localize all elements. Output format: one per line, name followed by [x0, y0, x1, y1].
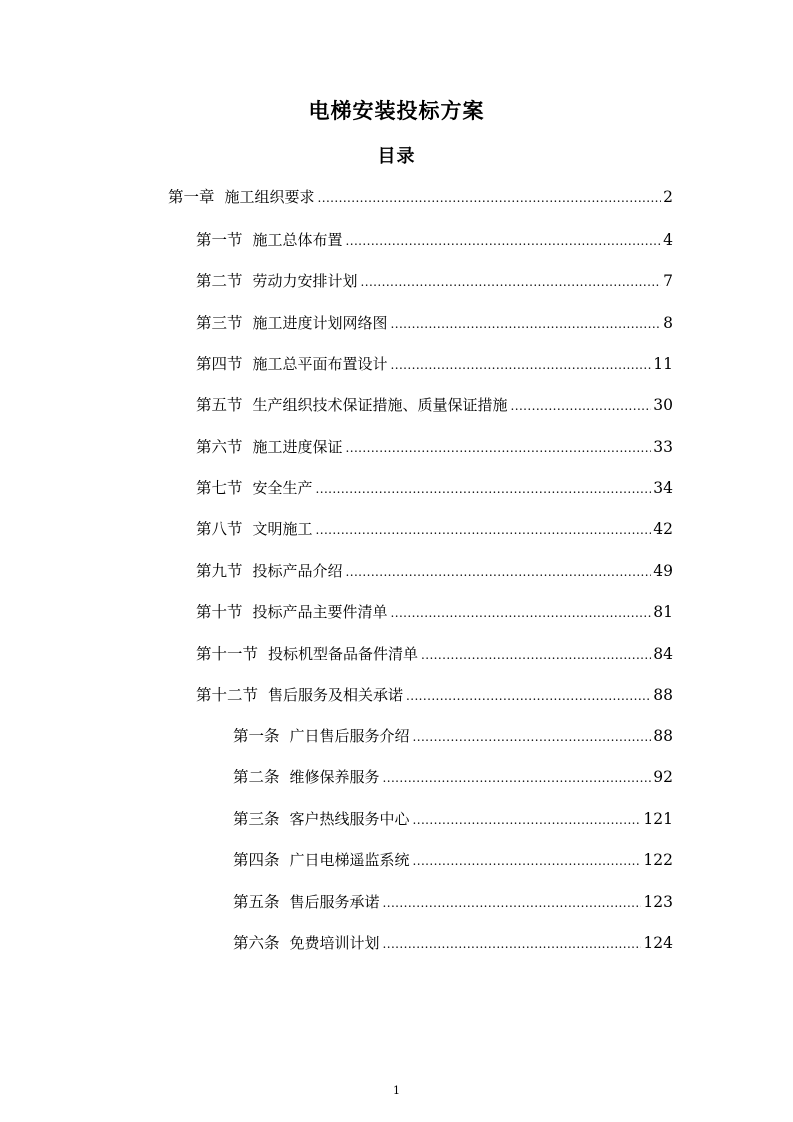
entry-page-number: 121 [643, 810, 673, 828]
dot-leader [318, 186, 662, 210]
entry-number: 第四节 [196, 355, 243, 373]
entry-title: 安全生产 [252, 479, 313, 497]
entry-page-number: 42 [653, 520, 673, 538]
toc-entry-article-6[interactable] [233, 931, 673, 955]
entry-title: 广日售后服务介绍 [289, 727, 410, 745]
entry-number: 第六条 [233, 934, 280, 952]
toc-entry-article-1[interactable] [233, 724, 673, 748]
entry-page-number: 4 [663, 231, 673, 249]
entry-title: 生产组织技术保证措施、质量保证措施 [252, 396, 508, 414]
dot-leader [413, 725, 652, 749]
toc-heading: 目录 [377, 146, 416, 167]
entry-title: 施工组织要求 [224, 188, 315, 206]
entry-title: 文明施工 [252, 520, 313, 538]
entry-title: 客户热线服务中心 [289, 810, 410, 828]
toc-entry-section-1[interactable] [196, 228, 673, 252]
entry-page-number: 33 [653, 438, 673, 456]
entry-page-number: 49 [653, 562, 673, 580]
dot-leader [383, 891, 642, 915]
entry-title: 广日电梯遥监系统 [289, 851, 410, 869]
entry-number: 第十二节 [196, 686, 259, 704]
entry-page-number: 122 [643, 851, 673, 869]
entry-number: 第一节 [196, 231, 243, 249]
entry-title: 维修保养服务 [289, 768, 380, 786]
toc-entry-section-10[interactable] [196, 600, 673, 624]
entry-number: 第一章 [168, 188, 215, 206]
dot-leader [421, 643, 651, 667]
entry-number: 第五节 [196, 396, 243, 414]
entry-page-number: 81 [653, 603, 673, 621]
entry-number: 第一条 [233, 727, 280, 745]
toc-entry-article-4[interactable] [233, 848, 673, 872]
entry-title: 售后服务承诺 [289, 893, 380, 911]
toc-entry-article-2[interactable] [233, 765, 673, 789]
entry-page-number: 30 [653, 396, 673, 414]
toc-entry-section-3[interactable] [196, 311, 673, 335]
toc-entry-section-7[interactable] [196, 476, 673, 500]
toc-entry-section-9[interactable] [196, 559, 673, 583]
entry-title: 劳动力安排计划 [252, 272, 358, 290]
toc-entry-section-6[interactable] [196, 435, 673, 459]
entry-number: 第六节 [196, 438, 243, 456]
entry-page-number: 7 [663, 272, 673, 290]
entry-title: 投标产品主要件清单 [252, 603, 388, 621]
dot-leader [383, 766, 652, 790]
entry-page-number: 34 [653, 479, 673, 497]
entry-title: 施工总体布置 [252, 231, 343, 249]
toc-entry-article-5[interactable] [233, 890, 673, 914]
page-number: 1 [393, 1084, 400, 1097]
entry-page-number: 88 [653, 727, 673, 745]
entry-number: 第四条 [233, 851, 280, 869]
entry-title: 售后服务及相关承诺 [268, 686, 404, 704]
toc-entry-section-4[interactable] [196, 352, 673, 376]
dot-leader [391, 601, 652, 625]
entry-number: 第八节 [196, 520, 243, 538]
toc-entry-chapter-1[interactable] [168, 185, 673, 209]
entry-title: 投标机型备品备件清单 [268, 645, 419, 663]
dot-leader [413, 808, 642, 832]
dot-leader [346, 229, 662, 253]
entry-number: 第二节 [196, 272, 243, 290]
entry-title: 施工进度保证 [252, 438, 343, 456]
toc-entry-section-12[interactable] [196, 683, 673, 707]
entry-number: 第三节 [196, 314, 243, 332]
entry-page-number: 88 [653, 686, 673, 704]
toc-entry-section-5[interactable] [196, 393, 673, 417]
dot-leader [511, 394, 652, 418]
entry-number: 第七节 [196, 479, 243, 497]
toc-entry-section-2[interactable] [196, 269, 673, 293]
entry-number: 第二条 [233, 768, 280, 786]
dot-leader [383, 932, 642, 956]
toc-entry-article-3[interactable] [233, 807, 673, 831]
dot-leader [391, 353, 652, 377]
dot-leader [413, 849, 642, 873]
document-title: 电梯安装投标方案 [308, 99, 485, 123]
entry-page-number: 92 [653, 768, 673, 786]
dot-leader [346, 560, 652, 584]
dot-leader [316, 518, 652, 542]
dot-leader [346, 436, 652, 460]
entry-page-number: 123 [643, 893, 673, 911]
entry-title: 施工总平面布置设计 [252, 355, 388, 373]
entry-number: 第五条 [233, 893, 280, 911]
entry-number: 第十节 [196, 603, 243, 621]
entry-number: 第九节 [196, 562, 243, 580]
entry-number: 第十一节 [196, 645, 259, 663]
entry-title: 免费培训计划 [289, 934, 380, 952]
entry-page-number: 84 [653, 645, 673, 663]
dot-leader [406, 684, 651, 708]
dot-leader [391, 312, 662, 336]
entry-page-number: 124 [643, 934, 673, 952]
entry-title: 施工进度计划网络图 [252, 314, 388, 332]
entry-page-number: 2 [663, 188, 673, 206]
entry-page-number: 8 [663, 314, 673, 332]
entry-page-number: 11 [653, 355, 673, 373]
toc-entry-section-8[interactable] [196, 517, 673, 541]
entry-number: 第三条 [233, 810, 280, 828]
entry-title: 投标产品介绍 [252, 562, 343, 580]
dot-leader [361, 270, 662, 294]
toc-entry-section-11[interactable] [196, 642, 673, 666]
dot-leader [316, 477, 652, 501]
